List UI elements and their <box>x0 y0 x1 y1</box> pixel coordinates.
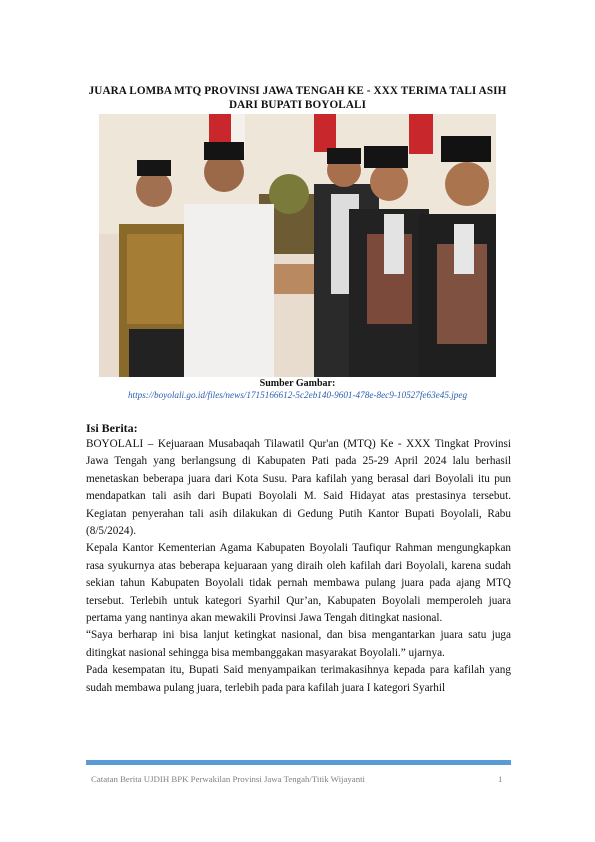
paragraph: Kepala Kantor Kementerian Agama Kabupaten Boyolali Taufiqur Rahman mengungkapkan rasa syukurnya atas beberapa kejuaraan yang diraih oleh kafilah dari Boyolali, karena sudah sekian tahun Kabupaten Boyolali tidak pernah membawa pulang juara pada ajang MTQ tersebut. Terlebih untuk kategori Syarhil Qur’an, Kabupaten Boyolali memperoleh juara pertama yang nantinya akan mewakili Provinsi Jawa Tengah ditingkat nasional. <box>86 542 511 625</box>
page-number: 1 <box>498 774 503 784</box>
section-heading: Isi Berita: <box>86 421 138 435</box>
image-caption-label: Sumber Gambar: <box>259 378 336 389</box>
image-source-link[interactable]: https://boyolali.go.id/files/news/1715166612-5c2eb140-9601-478e-8ec9-10527fe63e45.jpeg <box>127 390 468 400</box>
paragraph: Pada kesempatan itu, Bupati Said menyampaikan terimakasihnya kepada para kafilah yang sudah membawa pulang juara, terlebih pada para kafilah juara I kategori Syarhil <box>86 664 511 694</box>
news-photo <box>99 114 496 377</box>
paragraph: “Saya berharap ini bisa lanjut ketingkat nasional, dan bisa mengantarkan juara satu juga ditingkat nasional sehingga bisa membanggakan masyarakat Boyolali.” ujarnya. <box>86 629 511 659</box>
document-title: JUARA LOMBA MTQ PROVINSI JAWA TENGAH KE - XXX TERIMA TALI ASIH DARI BUPATI BOYOLALI <box>88 85 507 111</box>
article-body <box>86 436 511 697</box>
paragraph: BOYOLALI – Kejuaraan Musabaqah Tilawatil Qur'an (MTQ) Ke - XXX Tingkat Provinsi Jawa Tengah yang berlangsung di Kabupaten Pati pada 25-29 April 2024 lalu berhasil menetaskan beberapa juara dari Kota Susu. Para kafilah yang berasal dari Boyolali itu pun mendapatkan tali asih dari Bupati Boyolali M. Said Hidayat atas prestasinya tersebut. Kegiatan penyerahan tali asih dilakukan di Gedung Putih Kantor Bupati Boyolali, Rabu (8/5/2024). <box>86 438 511 538</box>
footer-divider <box>86 760 511 765</box>
footer-text: Catatan Berita UJDIH BPK Perwakilan Provinsi Jawa Tengah/Titik Wijayanti <box>91 774 365 784</box>
